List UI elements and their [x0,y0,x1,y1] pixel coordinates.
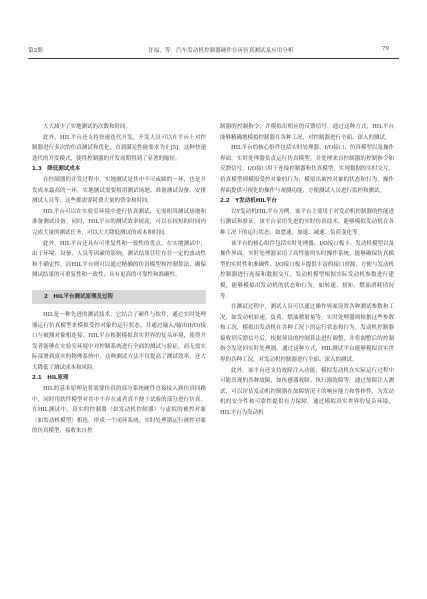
paragraph: HIL平台的核心组件包括实时处理器、I/O接口、仿真模型以及操作界面。实时处理器负责运行仿真模型，并处理来自控制器的控制指令和反馈信号。I/O接口用于连接控制器和仿真模型，实现数据的实时交互。仿真模型则模拟受控对象的行为，模拟出被控对象的状态和行为。操作界面提供可视化的操作与观测功能，方便测试人员进行监控和测试。 [220,145,394,194]
paragraph: HIL是一种先进的测试技术，它结合了硬件与软件，通过实时处理器运行仿真模型来模拟受控对象的运行状态，并通过输入/输出(I/O)接口与被测对象相连接。HIL平台根据模拟真实世界的复杂环境，使得开发者能够在实验室环境中对控制系统进行全面的测试与验证，而无需实际部署到真实的物理系统中。这种测试方法不仅提高了测试效率，还大大降低了测试成本和风险。 [32,311,206,371]
subsection-heading: 2.1 HIL原理 [32,375,69,382]
paragraph: 大大减少了实地测试的次数和时间。 [43,124,132,130]
right-column [220,122,394,419]
running-title: 许福，等：汽车发动机控制器硬件在环仿真测试及应用分析 [148,48,294,54]
paragraph: HIL的基本原理是将需要仿真的部分系统硬件直接接入到仿真回路中，同时用软件模型对其中不存在或者真不便于试验的部分进行仿真。在HIL测试中，真实的控制器（如发动机控制器）与虚拟的被控对象（如发动机模型）相连，形成一个闭环系统。实时处理器运行被控对象的仿真模型，接收来自控 [32,386,206,435]
paragraph: 以Y发动机HIL平台为例，该平台主要用于对发动机控制器的性能进行测试和验证。该平台采用先进的实时仿真技术，能够模拟发动机在各种工况下的运行状态，如怠速、加速、减速、负荷变化等。 [220,208,394,236]
paragraph: 此外，HIL平台还具有可重复性和一致性的优点。在实地测试中，由于环境、设备、人员等因素的影响，测试结果往往存在一定的波动性和不确定性。而HIL平台则可以通过精确的仿真模型和控制算法，确保测试结果的可重复性和一致性，具有更高的可靠性和准确性。 [32,240,206,279]
subsection-heading: 2.2 Y发动机HIL平台 [220,198,277,205]
page-header [28,44,399,59]
paragraph: 在控制器的开发过程中，实地测试是其中不可或缺的一环，也是开发成本最高的一环。实地测试需要租用测试场地、准备测试设备、安排测试人员等，这些都需要耗费大量的资金和时间。 [32,176,206,205]
section-heading: 2 HIL平台测试原理及过程 [32,290,206,304]
page-number: 79 [381,46,389,52]
subsection-heading: 1.3 降低测试成本 [32,166,81,173]
paragraph: 在测试过程中，测试人员可以通过操作界面设置各种测试参数和工况，如发动机转速、负荷、燃油喷射量等。实时处理器则根据这些参数和工况，模拟出发动机在各种工况下的运行状态和行为。发动机控制器接收到反馈信号后，根据预设的控制算法进行调整，并将调整后的控制指令发送回实时处理器。通过这种方式，HIL测试平台能够模拟真实世界的各种工况，对发动机控制器进行全面、深入的测试。 [220,304,394,364]
paragraph: 此外，该平台还支持故障注入功能，模拟发动机在实际运行过程中可能出现的各种故障，如传感器故障、执行器故障等。通过故障注入测试，可以评估发动机控制器在故障情况下的响应能力和鲁棒性，为发动机的安全性和可靠性提供有力保障。通过模拟真实世界的复杂环境，HIL平台为发动机 [220,367,394,417]
paragraph: 制器的控制指令，并模拟出相应的反馈信号。通过这种方式，HIL平台能够精确地模拟控制器在各种工况，对控制器进行全面、深入的测试。 [220,124,394,141]
paragraph: HIL平台可以在实验室环境中进行仿真测试，无需租用测试场地和准备测试设备。同时，HIL平台的测试效率较高，可以在较短的时间内完成大量的测试任务，可以大大降低测试的成本和时间。 [32,208,206,236]
paragraph: 该平台的核心组件包括实时处理器、I/O接口板卡、发动机模型以及操作界面。实时处理器采用了高性能的实时操作系统，能够确保仿真模型的实时性和准确性。I/O接口板卡提供丰富的接口资源，方便与发动机控制器进行连接和数据交互。发动机模型根据实际发动机参数进行建模，能够模拟出发动机的状态和行为，如转速、扭矩、燃油消耗情况等。 [220,240,394,300]
paragraph: 此外，HIL平台还支持快速迭代开发。开发人员可以在平台上对控制器进行多次的仿真测试和优化，直到满足性能要求为止[5]。这种快速迭代的开发模式，使得控制器的开发周期得到了显著的缩短。 [32,134,206,162]
left-column [32,122,206,437]
journal-issue: 第2期 [28,48,43,54]
